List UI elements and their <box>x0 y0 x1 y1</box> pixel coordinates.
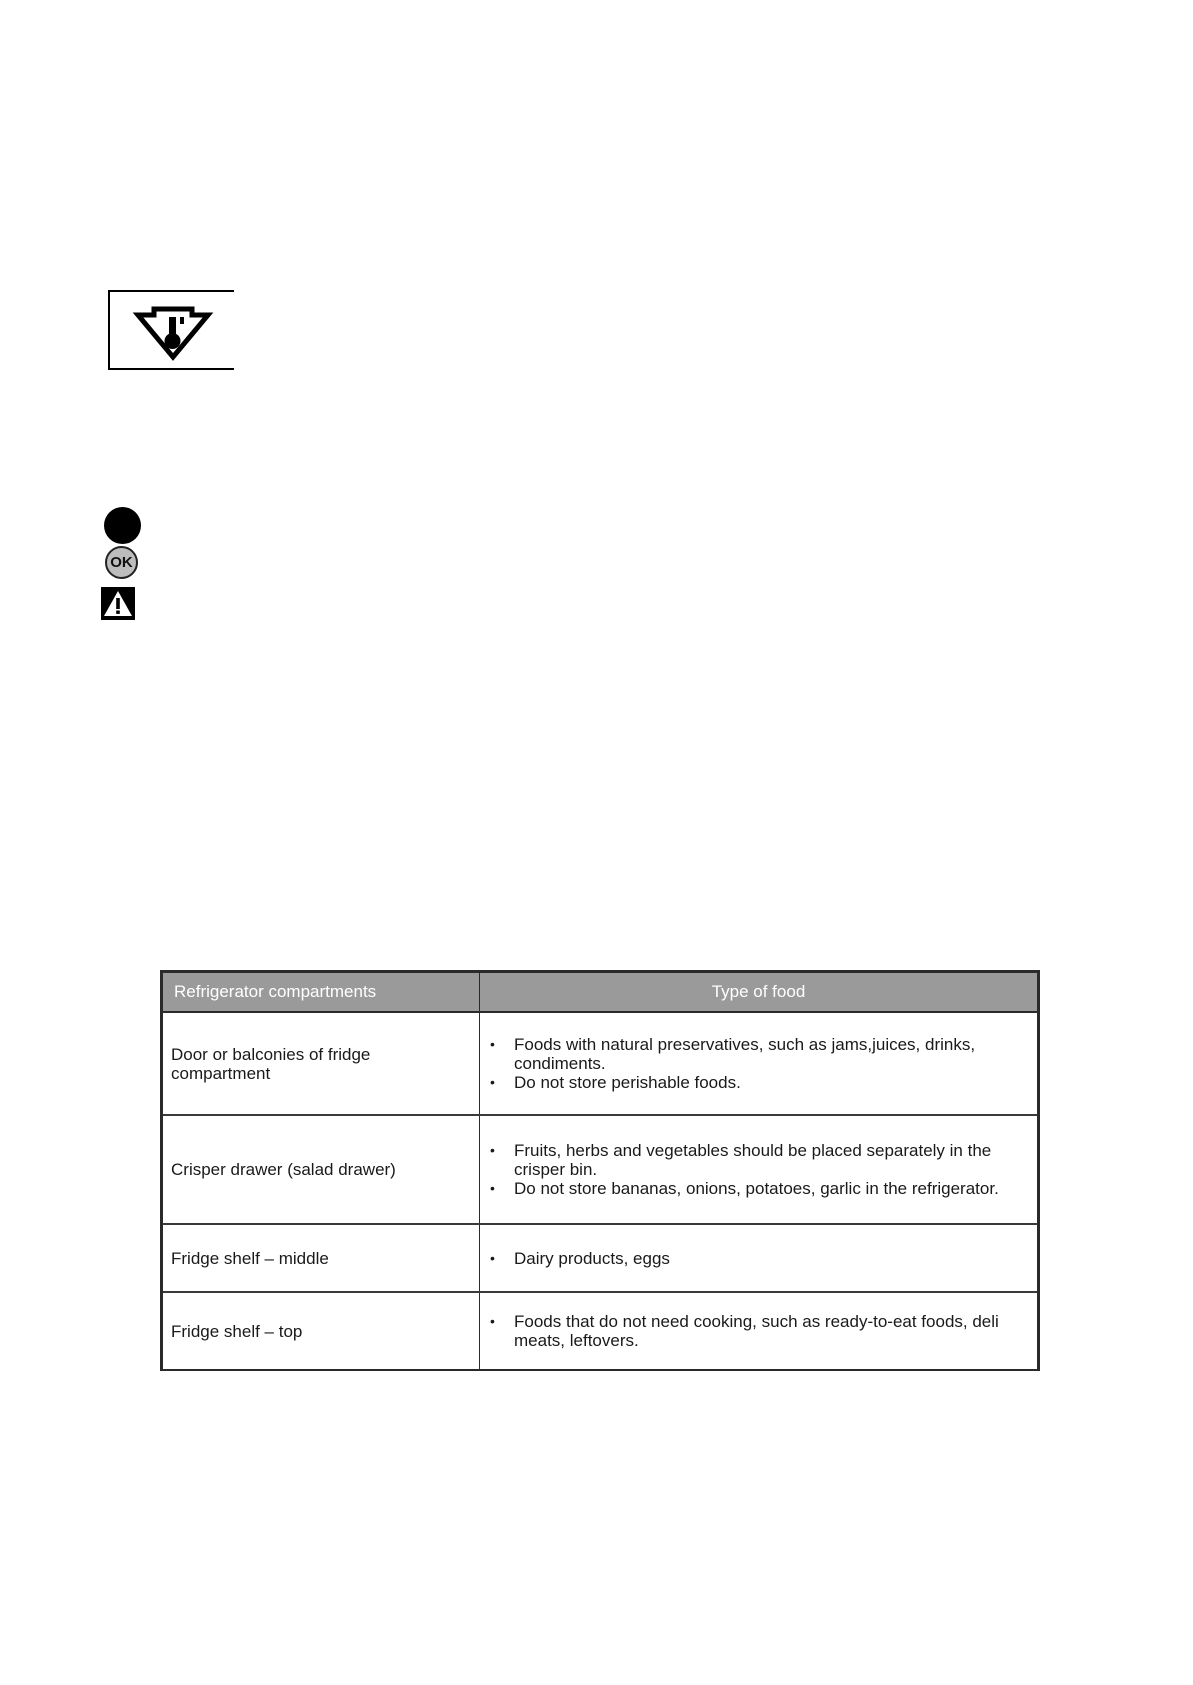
warning-icon <box>101 587 135 620</box>
table-row <box>163 1293 1037 1369</box>
header-type-of-food: Type of food <box>711 982 806 1001</box>
compartment-cell: Fridge shelf – top <box>163 1293 480 1369</box>
bullet-mark: • <box>490 1313 495 1329</box>
food-bullet <box>490 1179 1023 1198</box>
table-header <box>163 973 1037 1013</box>
storage-symbol-box <box>108 290 234 370</box>
food-text: Foods with natural preservatives, such as jams,juices, drinks, condiments. <box>514 1035 976 1073</box>
food-bullet <box>490 1141 1023 1179</box>
bullet-mark: • <box>490 1249 495 1266</box>
compartment-cell: Door or balconies of fridge compartment <box>163 1013 480 1114</box>
bullet-mark: • <box>490 1180 495 1196</box>
table-row <box>163 1013 1037 1116</box>
compartment-cell: Fridge shelf – middle <box>163 1225 480 1291</box>
header-compartments: Refrigerator compartments <box>163 973 480 1011</box>
food-cell <box>480 1225 1037 1291</box>
table-row <box>163 1225 1037 1293</box>
food-text: Fruits, herbs and vegetables should be placed separately in the crisper bin. <box>514 1141 992 1179</box>
food-bullet <box>490 1312 1023 1350</box>
bullet-mark: • <box>490 1142 495 1158</box>
food-text: Dairy products, eggs <box>514 1248 670 1268</box>
table-row <box>163 1116 1037 1225</box>
food-bullet <box>490 1249 1023 1268</box>
food-bullet <box>490 1035 1023 1073</box>
food-cell <box>480 1116 1037 1223</box>
food-text: Do not store perishable foods. <box>514 1073 741 1092</box>
bullet-mark: • <box>490 1036 495 1052</box>
food-storage-table <box>160 970 1040 1371</box>
ok-icon-label: OK <box>110 554 133 571</box>
compartment-cell: Crisper drawer (salad drawer) <box>163 1116 480 1223</box>
thermometer-diamond-icon <box>132 299 214 363</box>
ok-icon <box>105 546 138 579</box>
food-text: Foods that do not need cooking, such as ready-to-eat foods, deli meats, leftovers. <box>514 1312 999 1350</box>
bullet-mark: • <box>490 1074 495 1090</box>
food-cell <box>480 1293 1037 1369</box>
food-bullet <box>490 1073 1023 1092</box>
black-dot-icon <box>104 507 141 544</box>
food-cell <box>480 1013 1037 1114</box>
food-text: Do not store bananas, onions, potatoes, garlic in the refrigerator. <box>514 1179 999 1198</box>
